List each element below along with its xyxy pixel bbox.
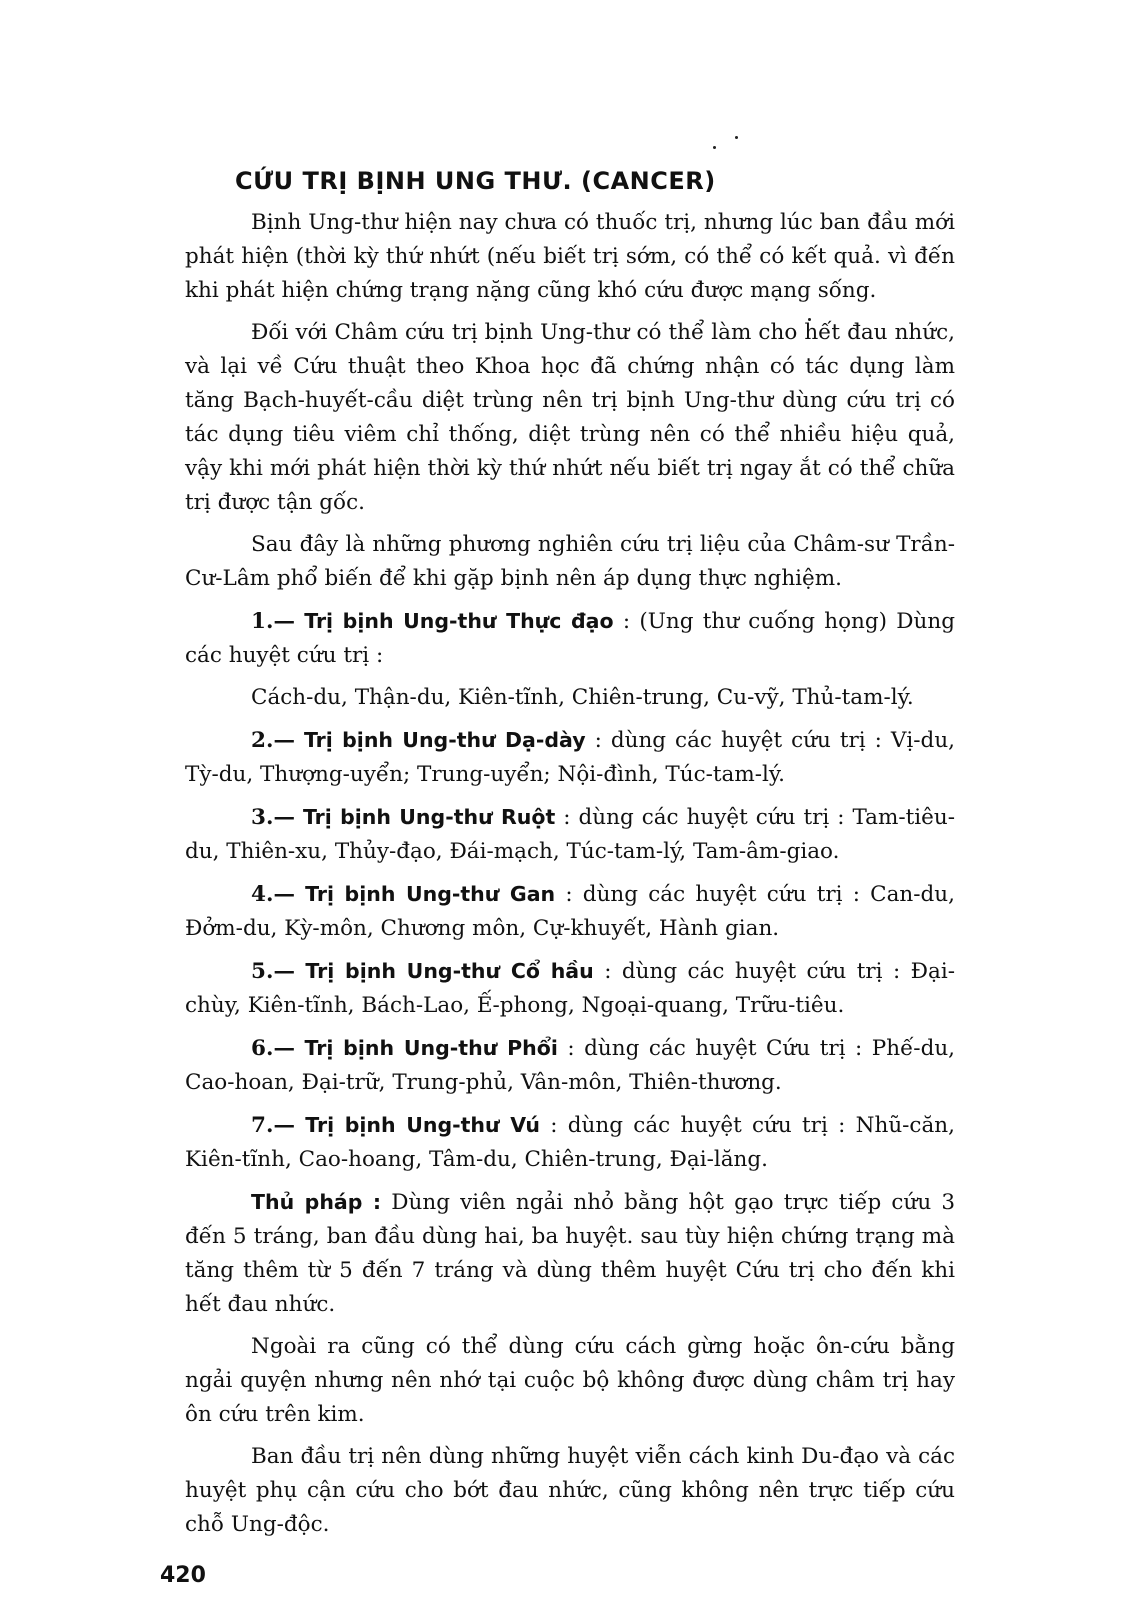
- method-text: Dùng viên ngải nhỏ bằng hột gạo trực tiếp cứu 3 đến 5 tráng, ban đầu dùng hai, ba huyệt. sau tùy hiện chứng trạng mà tăng thêm từ 5 đến 7 tráng và dùng thêm huyệt Cứu trị cho đến khi hết đau nhức.: [185, 1190, 956, 1318]
- item-heading: Trị bịnh Ung-thư Vú: [305, 1113, 540, 1138]
- treatment-item-4: [185, 877, 955, 946]
- item-text: : dùng các huyệt cứu trị : Vị-du, Tỳ-du, Thượng-uyển; Trung-uyển; Nội-đình, Túc-tam-lý.: [185, 728, 955, 788]
- item-number: 7.—: [251, 1113, 295, 1139]
- item-number: 5.—: [251, 959, 295, 985]
- item-number: 3.—: [251, 805, 295, 831]
- treatment-item-2: [185, 723, 955, 792]
- treatment-item-6: [185, 1031, 955, 1100]
- page-content: [185, 168, 955, 1550]
- item-text: : dùng các huyệt cứu trị : Can-du, Đởm-du, Kỳ-môn, Chương môn, Cự-khuyết, Hành gian.: [185, 882, 955, 942]
- item-text: : dùng các huyệt cứu trị : Đại-chùy, Kiên-tĩnh, Bách-Lao, Ế-phong, Ngoại-quang, Trữu-tiêu.: [185, 959, 955, 1019]
- intro-paragraph-1: Bịnh Ung-thư hiện nay chưa có thuốc trị, nhưng lúc ban đầu mới phát hiện (thời kỳ thứ nhứt (nếu biết trị sớm, có thể có kết quả. vì đến khi phát hiện chứng trạng nặng cũng khó cứu được mạng sống.: [185, 210, 955, 304]
- closing-paragraph-2: Ban đầu trị nên dùng những huyệt viễn cách kinh Du-đạo và các huyệt phụ cận cứu cho bớt đau nhức, cũng không nên trực tiếp cứu chỗ Ung-độc.: [185, 1444, 955, 1538]
- item-heading: Trị bịnh Ung-thư Cổ hầu: [305, 959, 594, 984]
- item-heading: Trị bịnh Ung-thư Gan: [305, 882, 556, 907]
- page-number: 420: [160, 1563, 206, 1588]
- item-number: 4.—: [251, 882, 295, 908]
- item-text: : (Ung thư cuống họng) Dùng các huyệt cứu trị :: [185, 609, 955, 669]
- intro-paragraph-2: Đối với Châm cứu trị bịnh Ung-thư có thể làm cho hết đau nhức, và lại về Cứu thuật theo Khoa học đã chứng nhận có tác dụng làm tăng Bạch-huyết-cầu diệt trùng nên trị bịnh Ung-thư dùng cứu trị có tác dụng tiêu viêm chỉ thống, diệt trùng nên có thể nhiều hiệu quả, vậy khi mới phát hiện thời kỳ thứ nhứt nếu biết trị ngay ắt có thể chữa trị được tận gốc.: [185, 320, 955, 516]
- item-heading: Trị bịnh Ung-thư Ruột: [302, 805, 556, 830]
- item-number: 6.—: [251, 1036, 295, 1062]
- method-paragraph: [185, 1185, 955, 1322]
- item-text: : dùng các huyệt cứu trị : Tam-tiêu-du, Thiên-xu, Thủy-đạo, Đái-mạch, Túc-tam-lý, Tam-âm-giao.: [185, 805, 956, 865]
- treatment-item-1: [185, 604, 955, 673]
- treatment-item-1-points: Cách-du, Thận-du, Kiên-tĩnh, Chiên-trung, Cu-vỹ, Thủ-tam-lý.: [251, 685, 914, 711]
- item-heading: Trị bịnh Ung-thư Phổi: [304, 1036, 558, 1061]
- item-number: 1.—: [251, 609, 295, 635]
- item-text: : dùng các huyệt Cứu trị : Phế-du, Cao-hoan, Đại-trữ, Trung-phủ, Vân-môn, Thiên-thương.: [185, 1036, 956, 1096]
- intro-paragraph-3: Sau đây là những phương nghiên cứu trị liệu của Châm-sư Trần-Cư-Lâm phổ biến để khi gặp bịnh nên áp dụng thực nghiệm.: [185, 532, 955, 592]
- closing-paragraph-1: Ngoài ra cũng có thể dùng cứu cách gừng hoặc ôn-cứu bằng ngải quyện nhưng nên nhớ tại cuộc bộ không được dùng châm trị hay ôn cứu trên kim.: [185, 1334, 955, 1428]
- treatment-item-7: [185, 1108, 955, 1177]
- item-heading: Trị bịnh Ung-thư Dạ-dày: [303, 728, 586, 753]
- treatment-item-3: [185, 800, 955, 869]
- item-text: : dùng các huyệt cứu trị : Nhũ-căn, Kiên-tĩnh, Cao-hoang, Tâm-du, Chiên-trung, Đại-lăng.: [185, 1113, 955, 1173]
- scan-speck: [713, 146, 716, 149]
- page-title: CỨU TRỊ BỊNH UNG THƯ. (CANCER): [235, 167, 716, 195]
- item-heading: Trị bịnh Ung-thư Thực đạo: [304, 609, 614, 634]
- scan-speck: [735, 136, 738, 139]
- treatment-item-5: [185, 954, 955, 1023]
- item-number: 2.—: [251, 728, 295, 754]
- method-heading: Thủ pháp :: [251, 1190, 382, 1215]
